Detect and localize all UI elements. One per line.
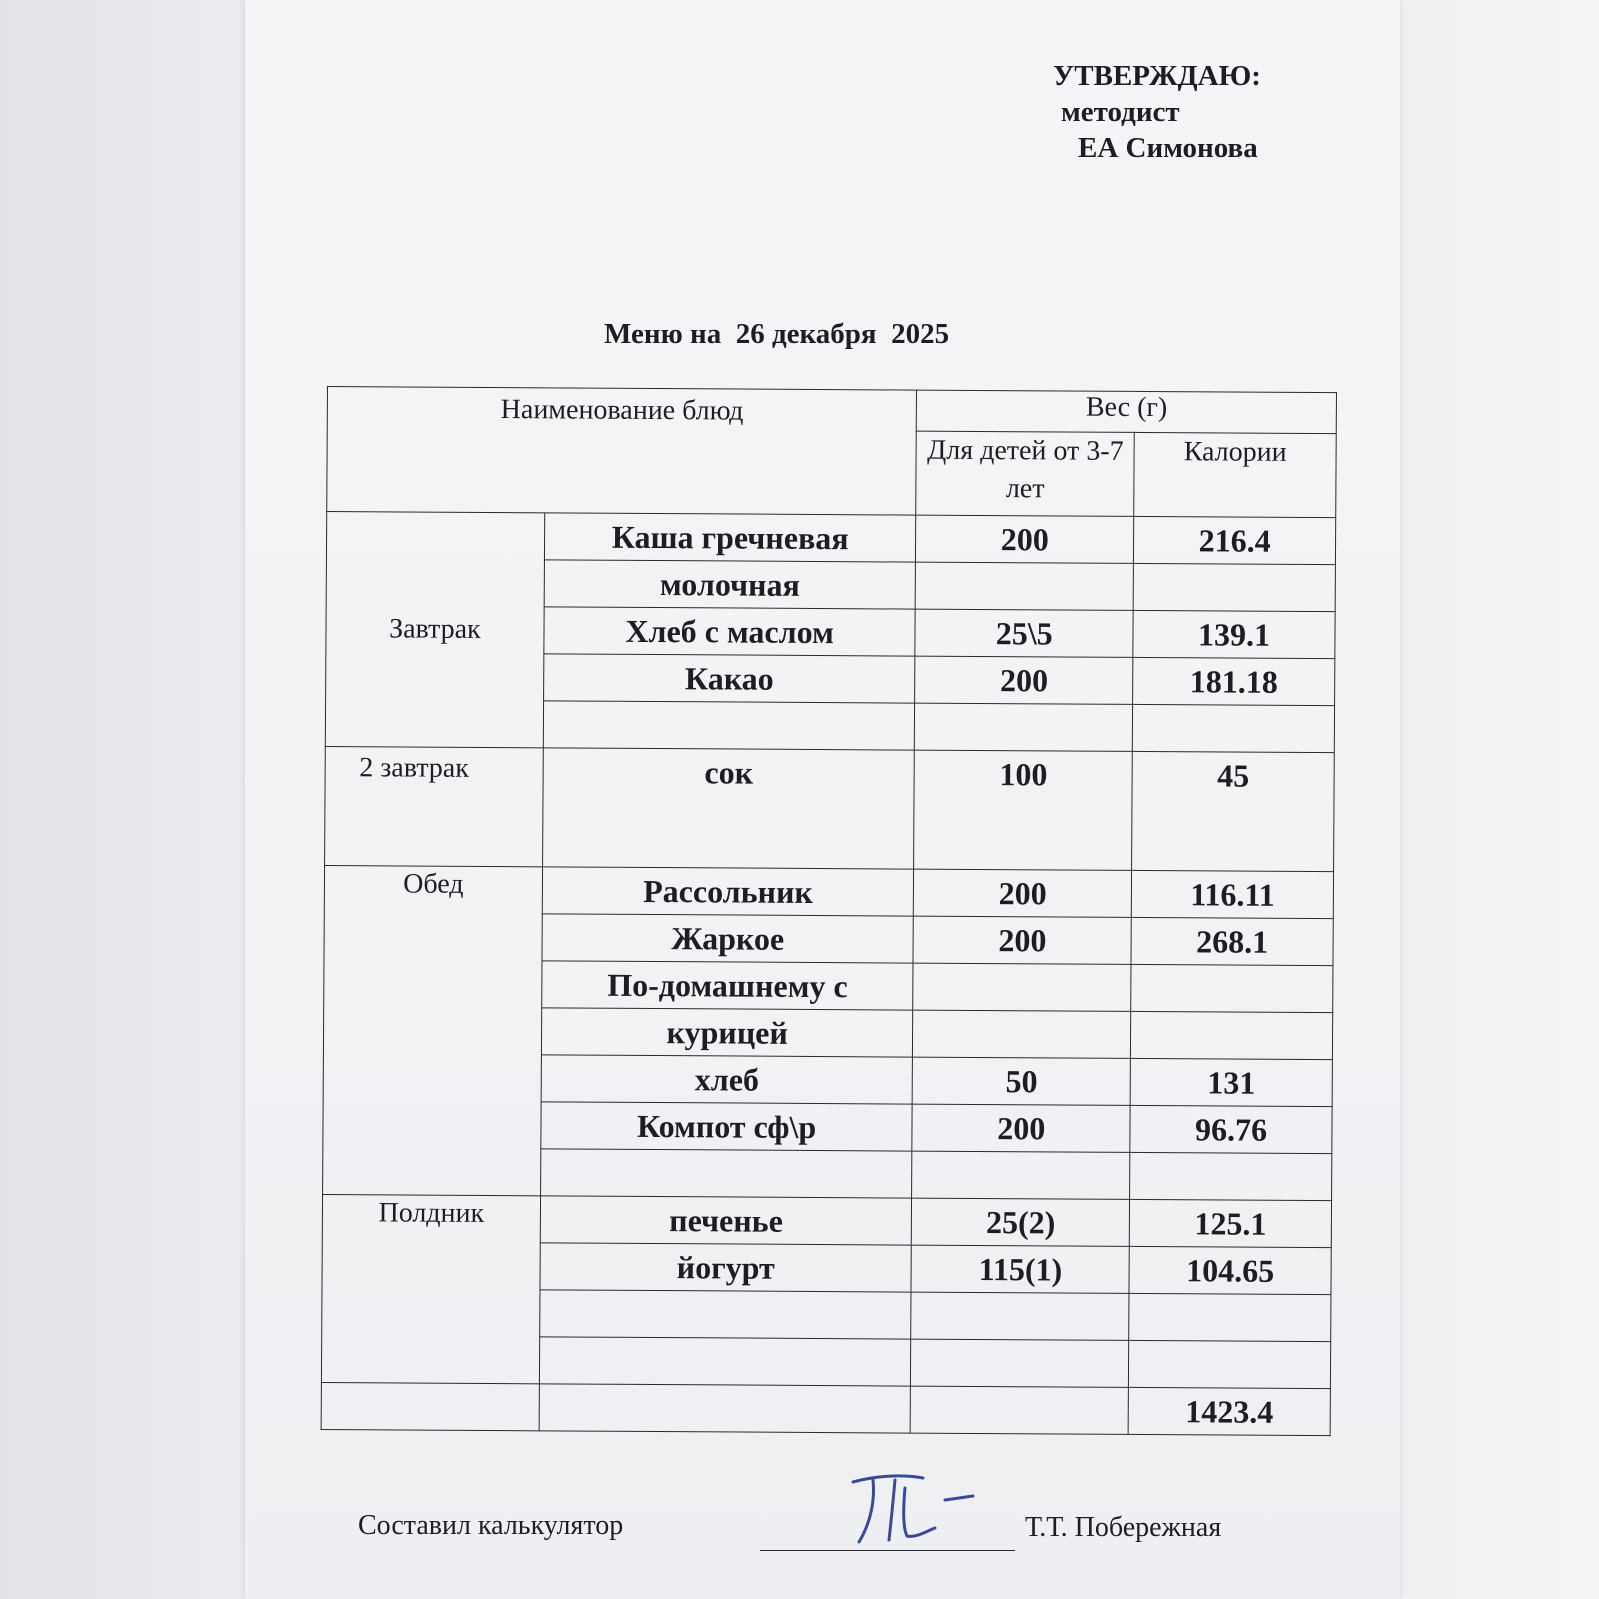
dish-name: Рассольник (542, 867, 914, 916)
dish-calories: 216.4 (1134, 516, 1336, 564)
table-row (324, 865, 1333, 918)
dish-weight (912, 1151, 1130, 1199)
dish-weight (913, 1010, 1131, 1058)
dish-calories: 268.1 (1131, 917, 1333, 965)
table-row (325, 746, 1335, 871)
dish-weight (913, 963, 1131, 1011)
dish-weight: 200 (914, 869, 1132, 917)
approval-name: ЕА Симонова (1078, 132, 1258, 164)
dish-weight (915, 703, 1133, 751)
dish-name: хлеб (541, 1055, 913, 1104)
dish-name: По-домашнему с (542, 961, 914, 1010)
dish-calories: 104.65 (1129, 1246, 1331, 1294)
menu-table (321, 386, 1337, 1436)
menu-title: Меню на 26 декабря 2025 (604, 318, 950, 350)
dish-calories (1130, 1152, 1332, 1200)
dish-name: молочная (544, 560, 916, 609)
dish-calories (1131, 1011, 1333, 1059)
dish-calories: 181.18 (1133, 657, 1335, 705)
dish-calories (1131, 964, 1333, 1012)
dish-weight (911, 1339, 1129, 1387)
dish-calories: 45 (1132, 751, 1335, 871)
dish-calories (1132, 704, 1334, 752)
header-dish-name: Наименование блюд (327, 387, 917, 516)
dish-calories: 139.1 (1133, 610, 1335, 658)
dish-calories (1133, 563, 1335, 611)
signature-line (760, 1550, 1015, 1551)
header-children: Для детей от 3-7 лет (916, 431, 1134, 517)
dish-name: курицей (541, 1008, 913, 1057)
total-calories: 1423.4 (1128, 1387, 1330, 1435)
table-row (326, 512, 1335, 565)
dish-name: печенье (540, 1196, 912, 1245)
signer-name: Т.Т. Побережная (1025, 1512, 1222, 1543)
dish-name (540, 1149, 912, 1198)
handwritten-signature (845, 1470, 985, 1550)
total-empty-cell (321, 1382, 539, 1430)
dish-weight: 200 (912, 1104, 1130, 1152)
background-left (0, 0, 240, 1599)
dish-weight: 115(1) (911, 1245, 1129, 1293)
dish-weight: 100 (914, 750, 1132, 870)
approval-position: методист (1061, 96, 1180, 128)
dish-name (540, 1290, 912, 1339)
dish-weight: 25\5 (915, 609, 1133, 657)
dish-weight (916, 562, 1134, 610)
dish-weight: 200 (915, 656, 1133, 704)
table-row (322, 1194, 1331, 1247)
meal-lunch: Обед (323, 865, 543, 1195)
dish-weight (911, 1292, 1129, 1340)
dish-weight: 200 (913, 916, 1131, 964)
dish-name: Компот сф\р (541, 1102, 913, 1151)
dish-weight: 50 (913, 1057, 1131, 1105)
meal-snack: Полдник (321, 1194, 540, 1383)
dish-weight: 200 (916, 515, 1134, 563)
total-empty-cell (911, 1386, 1129, 1434)
dish-name: Каша гречневая (544, 513, 916, 562)
meal-second-breakfast: 2 завтрак (325, 746, 544, 866)
dish-weight: 25(2) (912, 1198, 1130, 1246)
dish-calories (1129, 1293, 1331, 1341)
dish-name (543, 701, 915, 750)
dish-name: Хлеб с маслом (544, 607, 916, 656)
dish-calories: 131 (1130, 1058, 1332, 1106)
dish-name: Какао (543, 654, 915, 703)
background-right (1390, 0, 1599, 1599)
compiled-by-label: Составил калькулятор (358, 1510, 624, 1541)
approval-heading: УТВЕРЖДАЮ: (1053, 60, 1261, 92)
dish-name: йогурт (540, 1243, 912, 1292)
dish-calories (1129, 1340, 1331, 1388)
total-row (321, 1382, 1330, 1435)
dish-calories: 125.1 (1129, 1199, 1331, 1247)
dish-name: Жаркое (542, 914, 914, 963)
dish-name (539, 1337, 911, 1386)
dish-calories: 116.11 (1131, 870, 1333, 918)
dish-name: сок (542, 748, 914, 869)
meal-breakfast: Завтрак (325, 512, 544, 748)
total-empty-cell (539, 1384, 911, 1433)
dish-calories: 96.76 (1130, 1105, 1332, 1153)
header-weight: Вес (г) (917, 390, 1337, 433)
approval-block (1053, 58, 1261, 166)
header-calories: Калории (1134, 432, 1336, 518)
